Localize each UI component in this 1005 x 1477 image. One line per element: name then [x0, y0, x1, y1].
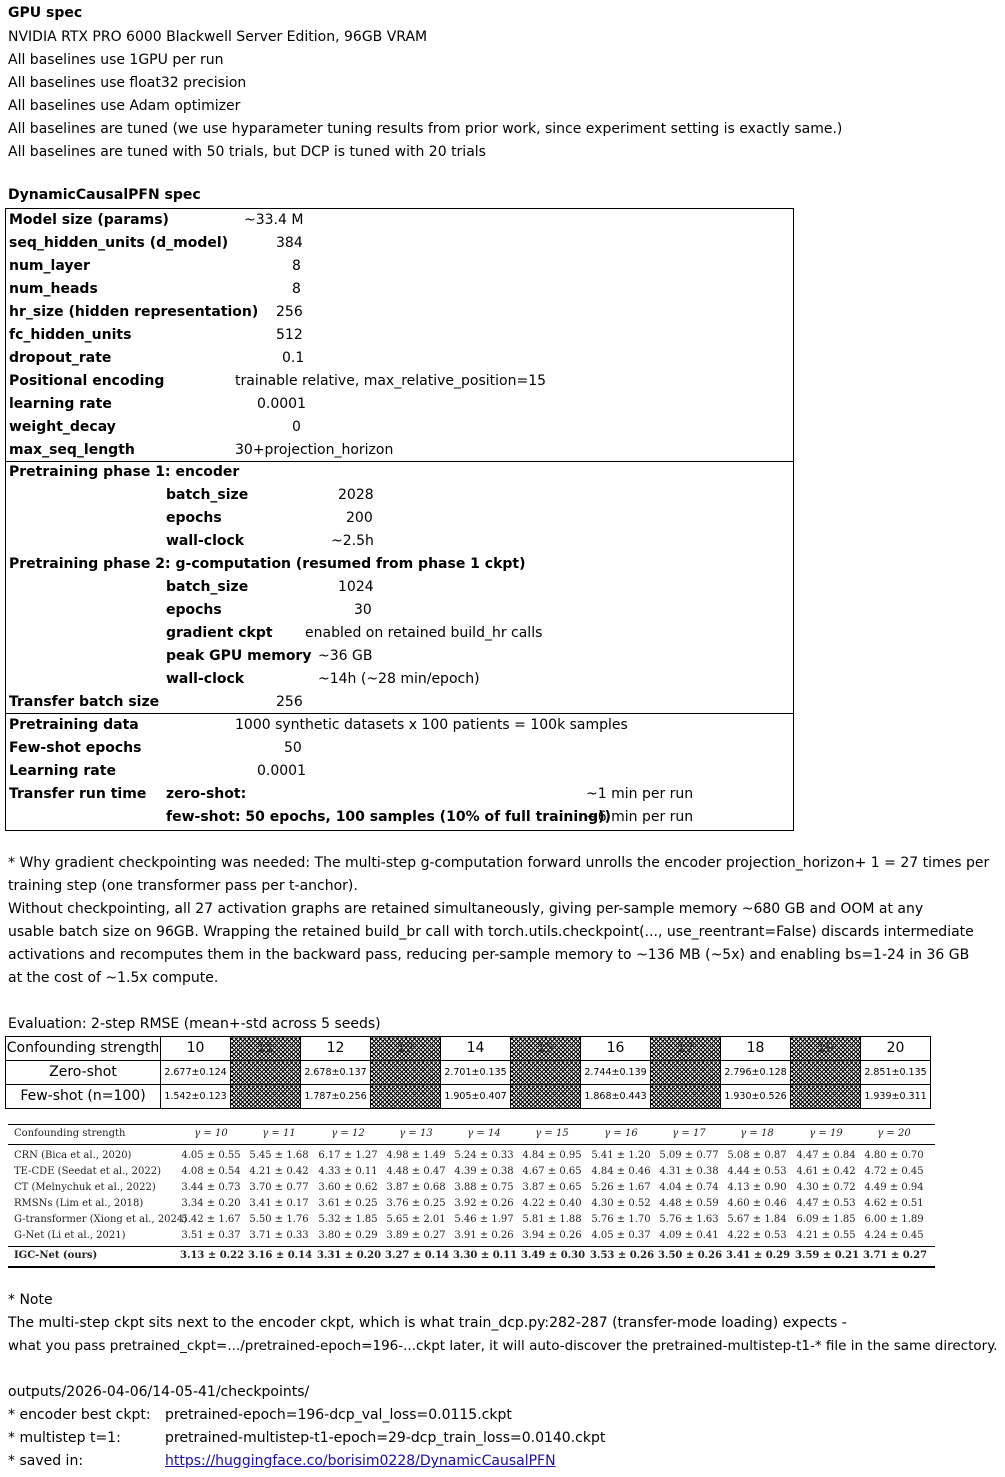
phase2-title: Pretraining phase 2: g-computation (resumed from phase 1 ckpt)	[9, 556, 526, 572]
output-label: * saved in:	[8, 1453, 84, 1469]
paper-row	[8, 1164, 935, 1180]
result-cell: 3.87 ± 0.68	[386, 1182, 446, 1193]
result-cell: 3.71 ± 0.33	[249, 1230, 309, 1241]
learning-rate-label: Learning rate	[9, 763, 116, 779]
result-cell: 5.46 ± 1.97	[454, 1214, 514, 1225]
spec-label: dropout_rate	[9, 350, 112, 366]
rmse-cell-hatched	[651, 1085, 721, 1109]
result-cell: 4.33 ± 0.11	[318, 1166, 378, 1177]
rmse-cell: 1.939±0.311	[861, 1085, 931, 1109]
spec-label: Positional encoding	[9, 373, 165, 389]
note-line: at the cost of ~1.5x compute.	[8, 970, 219, 986]
result-cell: 6.09 ± 1.85	[796, 1214, 856, 1225]
pretraining-data-label: Pretraining data	[9, 717, 139, 733]
result-cell: 3.80 ± 0.29	[318, 1230, 378, 1241]
evaluation-title: Evaluation: 2-step RMSE (mean+-std across 5 seeds)	[8, 1016, 381, 1032]
spec-value: trainable relative, max_relative_position=15	[235, 373, 547, 389]
result-cell: 5.50 ± 1.76	[249, 1214, 309, 1225]
result-cell-ours: 3.71 ± 0.27	[863, 1250, 928, 1261]
zero-shot-value: ~1 min per run	[586, 786, 694, 802]
transfer-spec-box	[5, 713, 794, 831]
rmse-cell: 2.701±0.135	[441, 1061, 511, 1085]
rmse-cell: 1.905±0.407	[441, 1085, 511, 1109]
result-cell: 4.80 ± 0.70	[864, 1150, 924, 1161]
spec-value: ~33.4 M	[244, 212, 304, 228]
spec-label: max_seq_length	[9, 442, 135, 458]
result-cell: 4.21 ± 0.42	[249, 1166, 309, 1177]
column-header: 18	[721, 1037, 791, 1061]
column-header: 12	[301, 1037, 371, 1061]
paper-row	[8, 1180, 935, 1196]
result-cell: 4.67 ± 0.65	[522, 1166, 582, 1177]
note-line: usable batch size on 96GB. Wrapping the retained build_br call with torch.utils.checkpoint(..., use_reentrant=False) discards intermediate	[8, 924, 974, 940]
result-cell: 3.88 ± 0.75	[454, 1182, 514, 1193]
result-cell-ours: 3.16 ± 0.14	[248, 1250, 313, 1261]
result-cell-ours: 3.31 ± 0.20	[317, 1250, 382, 1261]
result-cell: 6.00 ± 1.89	[864, 1214, 924, 1225]
result-cell-ours: 3.13 ± 0.22	[180, 1250, 245, 1261]
method-name: CRN (Bica et al., 2020)	[14, 1150, 132, 1161]
spec-value: 0.0001	[257, 396, 306, 412]
row-label: Few-shot (n=100)	[6, 1085, 161, 1109]
result-cell: 5.26 ± 1.67	[591, 1182, 651, 1193]
note-line: training step (one transformer pass per t-anchor).	[8, 878, 358, 894]
result-cell: 3.41 ± 0.17	[249, 1198, 309, 1209]
column-header: 14	[441, 1037, 511, 1061]
result-cell: 3.91 ± 0.26	[454, 1230, 514, 1241]
spec-value: 8	[292, 258, 301, 274]
transfer-run-time-label: Transfer run time	[9, 786, 147, 802]
result-cell: 5.67 ± 1.84	[727, 1214, 787, 1225]
phase2-label: gradient ckpt	[166, 625, 273, 641]
paper-column-header: γ = 15	[535, 1128, 569, 1139]
result-cell: 3.61 ± 0.25	[318, 1198, 378, 1209]
phase2-value: 30	[354, 602, 372, 618]
result-cell: 5.81 ± 1.88	[522, 1214, 582, 1225]
result-cell: 4.62 ± 0.51	[864, 1198, 924, 1209]
evaluation-row-zero-shot	[6, 1061, 931, 1085]
transfer-batch-label: Transfer batch size	[9, 694, 160, 710]
method-name: RMSNs (Lim et al., 2018)	[14, 1198, 144, 1209]
spec-value: 0.1	[282, 350, 305, 366]
paper-column-header: γ = 19	[809, 1128, 843, 1139]
result-cell-ours: 3.59 ± 0.21	[795, 1250, 860, 1261]
spec-label: hr_size (hidden representation)	[9, 304, 259, 320]
result-cell: 4.05 ± 0.55	[181, 1150, 241, 1161]
evaluation-row-few-shot	[6, 1085, 931, 1109]
gpu-line: All baselines are tuned with 50 trials, but DCP is tuned with 20 trials	[8, 144, 486, 160]
evaluation-table	[5, 1036, 931, 1109]
column-header: 16	[581, 1037, 651, 1061]
gpu-line: All baselines are tuned (we use hyparameter tuning results from prior work, since experiment setting is exactly same.)	[8, 121, 843, 137]
header-label: Confounding strength	[6, 1037, 161, 1061]
result-cell: 4.47 ± 0.84	[796, 1150, 856, 1161]
result-cell: 3.44 ± 0.73	[181, 1182, 241, 1193]
huggingface-link[interactable]: https://huggingface.co/borisim0228/DynamicCausalPFN	[165, 1453, 556, 1469]
gpu-line: NVIDIA RTX PRO 6000 Blackwell Server Edition, 96GB VRAM	[8, 29, 428, 45]
result-cell: 4.22 ± 0.53	[727, 1230, 787, 1241]
rmse-cell-hatched	[371, 1085, 441, 1109]
rmse-cell: 2.851±0.135	[861, 1061, 931, 1085]
rmse-cell-hatched	[791, 1061, 861, 1085]
result-cell: 4.98 ± 1.49	[386, 1150, 446, 1161]
result-cell: 4.22 ± 0.40	[522, 1198, 582, 1209]
rmse-cell: 2.677±0.124	[161, 1061, 231, 1085]
phase2-value: ~14h (~28 min/epoch)	[318, 671, 480, 687]
rmse-cell: 2.678±0.137	[301, 1061, 371, 1085]
spec-label: seq_hidden_units (d_model)	[9, 235, 229, 251]
note2-line: what you pass pretrained_ckpt=.../pretrained-epoch=196-...ckpt later, it will auto-discover the pretrained-multistep-t1-* file in the same directory.	[8, 1338, 998, 1354]
result-cell: 4.21 ± 0.55	[796, 1230, 856, 1241]
method-name: TE-CDE (Seedat et al., 2022)	[14, 1166, 161, 1177]
result-cell: 3.92 ± 0.26	[454, 1198, 514, 1209]
paper-column-header: γ = 18	[740, 1128, 774, 1139]
result-cell-ours: 3.30 ± 0.11	[453, 1250, 518, 1261]
paper-row	[8, 1196, 935, 1212]
rmse-cell-hatched	[791, 1085, 861, 1109]
phase2-value: enabled on retained build_hr calls	[305, 625, 543, 641]
result-cell: 5.32 ± 1.85	[318, 1214, 378, 1225]
spec-value: 256	[276, 304, 303, 320]
result-cell: 5.24 ± 0.33	[454, 1150, 514, 1161]
rmse-cell: 1.868±0.443	[581, 1085, 651, 1109]
few-shot-epochs-label: Few-shot epochs	[9, 740, 142, 756]
gpu-line: All baselines use Adam optimizer	[8, 98, 241, 114]
gpu-spec-heading: GPU spec	[8, 5, 83, 21]
model-spec-box	[5, 208, 794, 462]
paper-row	[8, 1212, 935, 1228]
rmse-cell-hatched	[511, 1061, 581, 1085]
result-cell: 4.39 ± 0.38	[454, 1166, 514, 1177]
result-cell: 4.48 ± 0.47	[386, 1166, 446, 1177]
phase1-value: 2028	[338, 487, 374, 503]
column-header: 13	[371, 1037, 441, 1061]
rmse-cell: 2.744±0.139	[581, 1061, 651, 1085]
method-name: G-Net (Li et al., 2021)	[14, 1230, 126, 1241]
result-cell: 4.30 ± 0.52	[591, 1198, 651, 1209]
result-cell: 4.60 ± 0.46	[727, 1198, 787, 1209]
output-label: * multistep t=1:	[8, 1430, 121, 1446]
result-cell: 3.51 ± 0.37	[181, 1230, 241, 1241]
result-cell: 4.08 ± 0.54	[181, 1166, 241, 1177]
result-cell: 4.09 ± 0.41	[659, 1230, 719, 1241]
result-cell: 4.47 ± 0.53	[796, 1198, 856, 1209]
note-line: Without checkpointing, all 27 activation graphs are retained simultaneously, giving per-sample memory ~680 GB and OOM at any	[8, 901, 924, 917]
paper-table	[8, 1122, 935, 1270]
column-header: 19	[791, 1037, 861, 1061]
result-cell: 5.09 ± 0.77	[659, 1150, 719, 1161]
spec-heading: DynamicCausalPFN spec	[8, 187, 201, 203]
result-cell-ours: 3.27 ± 0.14	[385, 1250, 450, 1261]
result-cell: 4.13 ± 0.90	[727, 1182, 787, 1193]
result-cell-ours: 3.50 ± 0.26	[658, 1250, 723, 1261]
result-cell: 5.76 ± 1.70	[591, 1214, 651, 1225]
result-cell: 5.76 ± 1.63	[659, 1214, 719, 1225]
phase1-value: ~2.5h	[331, 533, 374, 549]
column-header: 17	[651, 1037, 721, 1061]
paper-column-header: γ = 17	[672, 1128, 706, 1139]
phase2-value: 1024	[338, 579, 374, 595]
spec-label: fc_hidden_units	[9, 327, 132, 343]
spec-label: weight_decay	[9, 419, 116, 435]
result-cell: 3.70 ± 0.77	[249, 1182, 309, 1193]
paper-column-header: γ = 14	[467, 1128, 501, 1139]
method-name: G-transformer (Xiong et al., 2024)	[14, 1214, 188, 1225]
result-cell: 4.84 ± 0.46	[591, 1166, 651, 1177]
paper-row	[8, 1148, 935, 1164]
result-cell: 4.72 ± 0.45	[864, 1166, 924, 1177]
few-shot-epochs-value: 50	[284, 740, 302, 756]
phase1-label: epochs	[166, 510, 222, 526]
result-cell: 3.76 ± 0.25	[386, 1198, 446, 1209]
method-name-ours: IGC-Net (ours)	[14, 1250, 98, 1261]
spec-label: num_heads	[9, 281, 98, 297]
result-cell: 3.94 ± 0.26	[522, 1230, 582, 1241]
output-label: * encoder best ckpt:	[8, 1407, 151, 1423]
result-cell: 4.30 ± 0.72	[796, 1182, 856, 1193]
few-shot-value: ~6 min per run	[586, 809, 694, 825]
rmse-cell-hatched	[371, 1061, 441, 1085]
note2-title: * Note	[8, 1292, 53, 1308]
result-cell: 4.31 ± 0.38	[659, 1166, 719, 1177]
result-cell: 3.34 ± 0.20	[181, 1198, 241, 1209]
result-cell-ours: 3.41 ± 0.29	[726, 1250, 791, 1261]
result-cell-ours: 3.49 ± 0.30	[521, 1250, 586, 1261]
result-cell: 6.17 ± 1.27	[318, 1150, 378, 1161]
phase1-label: wall-clock	[166, 533, 245, 549]
rmse-cell: 1.542±0.123	[161, 1085, 231, 1109]
phase2-label: epochs	[166, 602, 222, 618]
spec-value: 30+projection_horizon	[235, 442, 394, 458]
row-label: Zero-shot	[6, 1061, 161, 1085]
spec-value: 0	[292, 419, 301, 435]
transfer-batch-value: 256	[276, 694, 303, 710]
column-header: 15	[511, 1037, 581, 1061]
paper-row-ours	[8, 1248, 935, 1264]
multistep-ckpt-name: pretrained-multistep-t1-epoch=29-dcp_train_loss=0.0140.ckpt	[165, 1430, 606, 1446]
gpu-line: All baselines use 1GPU per run	[8, 52, 224, 68]
gpu-line: All baselines use float32 precision	[8, 75, 247, 91]
result-cell: 4.61 ± 0.42	[796, 1166, 856, 1177]
phase1-label: batch_size	[166, 487, 249, 503]
paper-header-row	[8, 1126, 935, 1142]
result-cell: 4.49 ± 0.94	[864, 1182, 924, 1193]
paper-header-label: Confounding strength	[14, 1128, 126, 1139]
result-cell: 4.04 ± 0.74	[659, 1182, 719, 1193]
result-cell: 4.48 ± 0.59	[659, 1198, 719, 1209]
result-cell: 3.60 ± 0.62	[318, 1182, 378, 1193]
rmse-cell-hatched	[511, 1085, 581, 1109]
rmse-cell: 1.787±0.256	[301, 1085, 371, 1109]
encoder-ckpt-name: pretrained-epoch=196-dcp_val_loss=0.0115.ckpt	[165, 1407, 512, 1423]
result-cell: 5.08 ± 0.87	[727, 1150, 787, 1161]
pretraining-data-value: 1000 synthetic datasets x 100 patients = 100k samples	[235, 717, 628, 733]
rmse-cell-hatched	[231, 1061, 301, 1085]
zero-shot-label: zero-shot:	[166, 786, 247, 802]
phase1-title: Pretraining phase 1: encoder	[9, 464, 240, 480]
rmse-cell: 2.796±0.128	[721, 1061, 791, 1085]
phase2-label: wall-clock	[166, 671, 245, 687]
result-cell: 4.05 ± 0.37	[591, 1230, 651, 1241]
phase2-label: batch_size	[166, 579, 249, 595]
column-header: 10	[161, 1037, 231, 1061]
spec-value: 512	[276, 327, 303, 343]
few-shot-label: few-shot: 50 epochs, 100 samples (10% of full training))	[166, 809, 611, 825]
paper-column-header: γ = 16	[604, 1128, 638, 1139]
spec-value: 8	[292, 281, 301, 297]
phase2-label: peak GPU memory	[166, 648, 312, 664]
paper-column-header: γ = 12	[331, 1128, 365, 1139]
pretraining-spec-box	[5, 460, 794, 714]
rmse-cell-hatched	[651, 1061, 721, 1085]
result-cell: 5.45 ± 1.68	[249, 1150, 309, 1161]
paper-column-header: γ = 13	[399, 1128, 433, 1139]
result-cell: 5.41 ± 1.20	[591, 1150, 651, 1161]
rmse-cell: 1.930±0.526	[721, 1085, 791, 1109]
outputs-path: outputs/2026-04-06/14-05-41/checkpoints/	[8, 1384, 310, 1400]
result-cell: 4.84 ± 0.95	[522, 1150, 582, 1161]
paper-column-header: γ = 11	[262, 1128, 296, 1139]
spec-label: Model size (params)	[9, 212, 169, 228]
result-cell: 5.65 ± 2.01	[386, 1214, 446, 1225]
phase1-value: 200	[346, 510, 373, 526]
spec-label: num_layer	[9, 258, 90, 274]
note-line: * Why gradient checkpointing was needed: The multi-step g-computation forward unrolls the encoder projection_horizon+ 1 = 27 times per	[8, 855, 990, 871]
note-line: activations and recomputes them in the backward pass, reducing per-sample memory to ~136 MB (~5x) and enabling bs=1-24 in 36 GB	[8, 947, 970, 963]
column-header: 20	[861, 1037, 931, 1061]
learning-rate-value: 0.0001	[257, 763, 306, 779]
paper-row	[8, 1228, 935, 1244]
paper-column-header: γ = 10	[194, 1128, 228, 1139]
rmse-cell-hatched	[231, 1085, 301, 1109]
spec-value: 384	[276, 235, 303, 251]
result-cell: 5.42 ± 1.67	[181, 1214, 241, 1225]
result-cell: 3.87 ± 0.65	[522, 1182, 582, 1193]
evaluation-header-row	[6, 1037, 931, 1061]
result-cell-ours: 3.53 ± 0.26	[590, 1250, 655, 1261]
method-name: CT (Melnychuk et al., 2022)	[14, 1182, 156, 1193]
result-cell: 4.44 ± 0.53	[727, 1166, 787, 1177]
column-header: 11	[231, 1037, 301, 1061]
result-cell: 4.24 ± 0.45	[864, 1230, 924, 1241]
result-cell: 3.89 ± 0.27	[386, 1230, 446, 1241]
spec-label: learning rate	[9, 396, 112, 412]
paper-column-header: γ = 20	[877, 1128, 911, 1139]
phase2-value: ~36 GB	[318, 648, 373, 664]
note2-line: The multi-step ckpt sits next to the encoder ckpt, which is what train_dcp.py:282-287 (transfer-mode loading) expects -	[8, 1315, 847, 1331]
